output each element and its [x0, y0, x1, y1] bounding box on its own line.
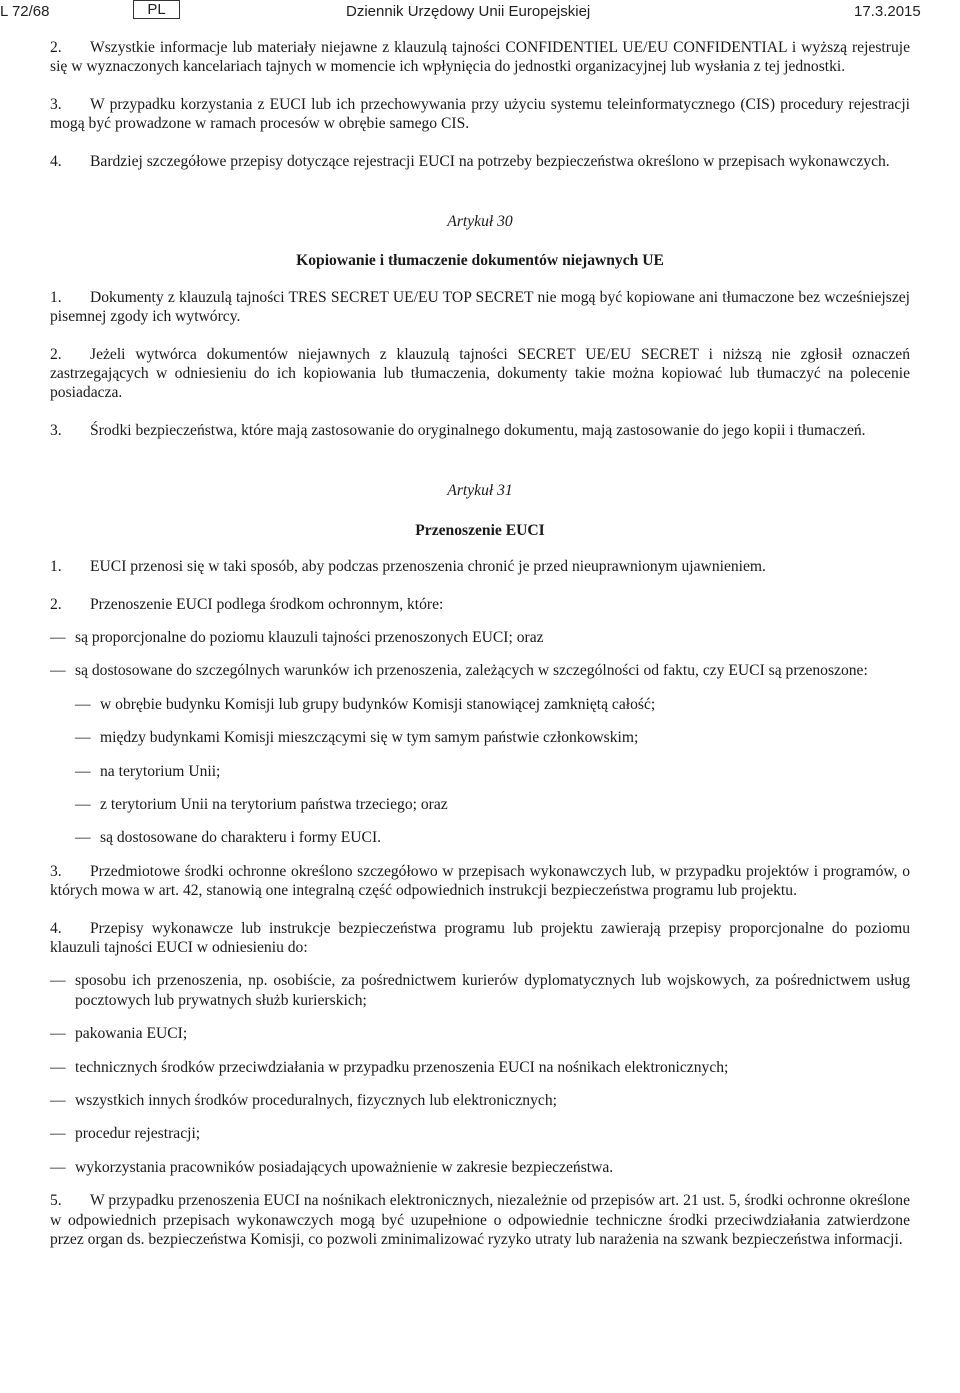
list-item-text: z terytorium Unii na terytorium państwa trzeciego; oraz — [100, 795, 448, 813]
list-item-text: wykorzystania pracowników posiadających upoważnienie w zakresie bezpieczeństwa. — [75, 1158, 614, 1176]
publication-date: 17.3.2015 — [854, 3, 921, 20]
paragraph-number: 4. — [50, 919, 62, 937]
paragraph-text: W przypadku korzystania z EUCI lub ich przechowywania przy użyciu systemu teleinformatycznego (CIS) procedury rejestracji mogą być prowadzone w ramach procesów w obrębie samego CIS. — [50, 95, 910, 133]
paragraph-number: 5. — [50, 1192, 62, 1210]
list-item-text: są dostosowane do charakteru i formy EUCI. — [100, 829, 382, 847]
list-item-text: technicznych środków przeciwdziałania w przypadku przenoszenia EUCI na nośnikach elektronicznych; — [75, 1058, 729, 1076]
paragraph-number: 3. — [50, 95, 62, 113]
paragraph-text: Dokumenty z klauzulą tajności TRES SECRET UE/EU TOP SECRET nie mogą być kopiowane ani tłumaczone bez wcześniejszej pisemnej zgody ich wytwórcy. — [50, 288, 910, 326]
list-item-text: pakowania EUCI; — [75, 1025, 188, 1043]
article-label: Artykuł 31 — [447, 482, 513, 500]
paragraph-number: 2. — [50, 595, 62, 613]
dash-marker: — — [50, 662, 66, 680]
paragraph-text: W przypadku przenoszenia EUCI na nośnikach elektronicznych, niezależnie od przepisów art. 21 ust. 5, środki ochronne określone w odpowiednich przepisach wykonawczych mogą być uzupełnione o odpowiednie techniczne środki przeciwdziałania zatwierdzone przez organ ds. bezpieczeństwa Komisji, co pozwoli zminimalizować ryzyko utraty lub narażenia na szwank bezpieczeństwa informacji. — [50, 1192, 910, 1249]
paragraph — [50, 345, 910, 403]
paragraph-text: Wszystkie informacje lub materiały niejawne z klauzulą tajności CONFIDENTIEL UE/EU CONFIDENTIAL i wyższą rejestruje się w wyznaczonych kancelariach tajnych w momencie ich wpłynięcia do jednostki organizacyjnej lub wysłania z tej jednostki. — [50, 39, 910, 76]
dash-marker: — — [50, 1125, 66, 1143]
dash-marker: — — [50, 628, 66, 646]
list-item-text: są proporcjonalne do poziomu klauzuli tajności przenoszonych EUCI; oraz — [75, 628, 544, 646]
dash-marker: — — [50, 972, 66, 990]
paragraph — [50, 919, 910, 958]
sub-list-item — [50, 762, 910, 781]
dash-marker: — — [75, 762, 91, 780]
list-item — [50, 1058, 910, 1077]
list-item — [50, 1091, 910, 1110]
sub-list-item — [50, 828, 910, 847]
paragraph — [50, 38, 910, 77]
document-body — [50, 38, 910, 1267]
list-item — [50, 1024, 910, 1043]
paragraph — [50, 1191, 910, 1249]
list-item-text: między budynkami Komisji mieszczącymi się w tym samym państwie członkowskim; — [100, 729, 639, 747]
paragraph-number: 3. — [50, 862, 62, 880]
paragraph — [50, 862, 910, 901]
dash-marker: — — [75, 829, 91, 847]
list-item — [50, 1158, 910, 1177]
language-code: PL — [133, 0, 180, 19]
page-reference: L 72/68 — [0, 3, 50, 20]
article-title: Kopiowanie i tłumaczenie dokumentów niejawnych UE — [296, 252, 664, 270]
list-item-text: sposobu ich przenoszenia, np. osobiście, za pośrednictwem kurierów dyplomatycznych lub wojskowych, za pośrednictwem usług pocztowych lub prywatnych służb kurierskich; — [75, 972, 910, 1009]
page-header — [0, 0, 960, 23]
list-item — [50, 661, 910, 680]
paragraph — [50, 557, 910, 576]
dash-marker: — — [75, 695, 91, 713]
dash-marker: — — [50, 1025, 66, 1043]
paragraph-text: Jeżeli wytwórca dokumentów niejawnych z klauzulą tajności SECRET UE/EU SECRET i niższą nie zgłosił oznaczeń zastrzegających w odniesieniu do ich kopiowania lub tłumaczenia, dokumenty takie można kopiować lub tłumaczyć na polecenie posiadacza. — [50, 345, 910, 402]
journal-title: Dziennik Urzędowy Unii Europejskiej — [346, 3, 591, 20]
paragraph-text: Przedmiotowe środki ochronne określono szczegółowo w przepisach wykonawczych lub, w przypadku projektów i programów, o których mowa w art. 42, stanowią one integralną część odpowiednich instrukcji bezpieczeństwa programu lub projektu. — [50, 862, 910, 900]
list-item — [50, 971, 910, 1010]
paragraph-number: 3. — [50, 421, 62, 439]
sub-list-item — [50, 728, 910, 747]
article-title: Przenoszenie EUCI — [415, 521, 545, 539]
paragraph-number: 1. — [50, 288, 62, 306]
paragraph-number: 4. — [50, 152, 62, 170]
list-item — [50, 628, 910, 647]
paragraph-number: 2. — [50, 345, 62, 363]
paragraph-text: Bardziej szczegółowe przepisy dotyczące rejestracji EUCI na potrzeby bezpieczeństwa określono w przepisach wykonawczych. — [90, 152, 890, 170]
paragraph-number: 1. — [50, 558, 62, 576]
dash-marker: — — [50, 1158, 66, 1176]
article-label: Artykuł 30 — [447, 213, 513, 231]
dash-marker: — — [50, 1092, 66, 1109]
paragraph — [50, 288, 910, 327]
paragraph-text: Środki bezpieczeństwa, które mają zastosowanie do oryginalnego dokumentu, mają zastosowanie do jego kopii i tłumaczeń. — [90, 421, 866, 439]
paragraph-text: Przepisy wykonawcze lub instrukcje bezpieczeństwa programu lub projektu zawierają przepisy proporcjonalne do poziomu klauzuli tajności EUCI w odniesieniu do: — [50, 919, 910, 956]
list-item-text: procedur rejestracji; — [75, 1125, 201, 1143]
list-item-text: wszystkich innych środków proceduralnych, fizycznych lub elektronicznych; — [75, 1092, 557, 1109]
paragraph — [50, 95, 910, 134]
sub-list-item — [50, 795, 910, 814]
paragraph — [50, 152, 910, 171]
paragraph — [50, 421, 910, 440]
paragraph-text: Przenoszenie EUCI podlega środkom ochronnym, które: — [90, 595, 444, 613]
paragraph-text: EUCI przenosi się w taki sposób, aby podczas przenoszenia chronić je przed nieuprawnionym ujawnieniem. — [90, 558, 766, 576]
dash-marker: — — [50, 1058, 66, 1076]
list-item-text: w obrębie budynku Komisji lub grupy budynków Komisji stanowiącej zamkniętą całość; — [100, 695, 656, 713]
list-item-text: są dostosowane do szczególnych warunków ich przenoszenia, zależących w szczególności od faktu, czy EUCI są przenoszone: — [75, 662, 868, 680]
dash-marker: — — [75, 795, 91, 813]
paragraph-number: 2. — [50, 39, 62, 56]
list-item-text: na terytorium Unii; — [100, 762, 221, 780]
dash-marker: — — [75, 729, 91, 747]
paragraph — [50, 595, 910, 614]
list-item — [50, 1124, 910, 1143]
sub-list-item — [50, 695, 910, 714]
